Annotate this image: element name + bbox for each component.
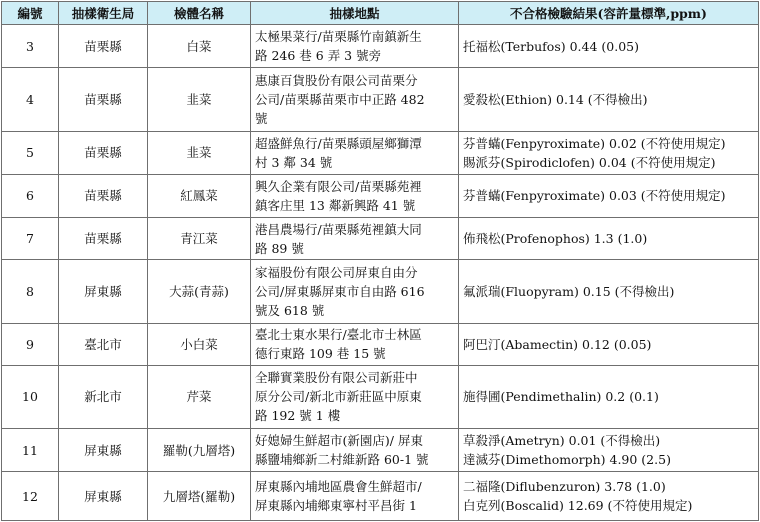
cell-result	[459, 131, 759, 174]
cell-location	[251, 218, 459, 260]
cell-sample-name: 小白菜	[148, 323, 251, 365]
cell-bureau: 苗栗縣	[59, 174, 148, 217]
table-row	[2, 131, 759, 174]
cell-location-line: 公司/苗栗縣苗栗市中正路 482	[255, 91, 425, 107]
cell-bureau: 苗栗縣	[59, 25, 148, 68]
cell-no: 6	[2, 174, 59, 217]
cell-sample-name: 九層塔(羅勒)	[148, 472, 251, 521]
header-sample-name: 檢體名稱	[148, 2, 251, 25]
cell-location-line: 路 89 號	[255, 240, 304, 256]
cell-no: 4	[2, 68, 59, 131]
cell-bureau: 苗栗縣	[59, 68, 148, 131]
cell-result-line: 芬普蟎(Fenpyroximate) 0.02 (不符使用規定)	[463, 135, 726, 151]
cell-location-line: 原分公司/新北市新莊區中原東	[255, 389, 422, 405]
cell-location	[251, 25, 459, 68]
cell-sample-name: 大蒜(青蒜)	[148, 260, 251, 323]
cell-result	[459, 68, 759, 131]
cell-location	[251, 429, 459, 472]
cell-location-line: 村 3 鄰 34 號	[255, 154, 333, 170]
table-row	[2, 68, 759, 131]
cell-location-line: 縣鹽埔鄉新二村維新路 60-1 號	[255, 452, 429, 468]
header-location: 抽樣地點	[251, 2, 459, 25]
cell-no: 8	[2, 260, 59, 323]
cell-result	[459, 472, 759, 521]
cell-location	[251, 131, 459, 174]
cell-bureau: 屏東縣	[59, 472, 148, 521]
cell-result-line: 二福隆(Diflubenzuron) 3.78 (1.0)	[463, 479, 666, 495]
cell-result-line: 氟派瑞(Fluopyram) 0.15 (不得檢出)	[463, 283, 675, 299]
cell-no: 10	[2, 365, 59, 428]
cell-bureau: 臺北市	[59, 323, 148, 365]
cell-result-line: 阿巴汀(Abamectin) 0.12 (0.05)	[463, 336, 652, 352]
cell-location-line: 屏東縣內埔鄉東寧村平昌街 1	[255, 498, 417, 514]
cell-location-line: 鎮客庄里 13 鄰新興路 41 號	[255, 197, 416, 213]
cell-location-line: 興久企業有限公司/苗栗縣苑裡	[255, 178, 422, 194]
cell-result	[459, 25, 759, 68]
cell-no: 7	[2, 218, 59, 260]
cell-bureau: 新北市	[59, 365, 148, 428]
cell-result	[459, 365, 759, 428]
cell-bureau: 苗栗縣	[59, 218, 148, 260]
cell-result-line: 佈飛松(Profenophos) 1.3 (1.0)	[463, 231, 648, 247]
cell-location-line: 港昌農場行/苗栗縣苑裡鎮大同	[255, 221, 422, 237]
cell-sample-name: 紅鳳菜	[148, 174, 251, 217]
cell-result-line: 施得圃(Pendimethalin) 0.2 (0.1)	[463, 389, 659, 405]
cell-location-line: 超盛鮮魚行/苗栗縣頭屋鄉獅潭	[255, 135, 422, 151]
cell-sample-name: 韭菜	[148, 68, 251, 131]
cell-bureau: 屏東縣	[59, 260, 148, 323]
inspection-table	[1, 1, 759, 521]
header-row	[2, 2, 759, 25]
cell-result-line: 草殺淨(Ametryn) 0.01 (不得檢出)	[463, 433, 661, 449]
cell-result	[459, 260, 759, 323]
cell-result-line: 達滅芬(Dimethomorph) 4.90 (2.5)	[463, 452, 671, 468]
table-row	[2, 472, 759, 521]
cell-sample-name: 芹菜	[148, 365, 251, 428]
cell-no: 9	[2, 323, 59, 365]
cell-no: 3	[2, 25, 59, 68]
table-row	[2, 174, 759, 217]
cell-no: 5	[2, 131, 59, 174]
cell-bureau: 屏東縣	[59, 429, 148, 472]
cell-location	[251, 365, 459, 428]
cell-location-line: 路 246 巷 6 弄 3 號旁	[255, 48, 382, 64]
cell-location-line: 路 192 號 1 樓	[255, 408, 341, 424]
cell-location-line: 公司/屏東縣屏東市自由路 616	[255, 283, 425, 299]
cell-sample-name: 韭菜	[148, 131, 251, 174]
cell-no: 11	[2, 429, 59, 472]
cell-result-line: 愛殺松(Ethion) 0.14 (不得檢出)	[463, 91, 648, 107]
cell-location	[251, 260, 459, 323]
cell-no: 12	[2, 472, 59, 521]
table-body	[2, 25, 759, 521]
cell-location-line: 號	[255, 110, 268, 126]
table-row	[2, 218, 759, 260]
cell-sample-name: 羅勒(九層塔)	[148, 429, 251, 472]
cell-result	[459, 174, 759, 217]
table-row	[2, 365, 759, 428]
table-row	[2, 323, 759, 365]
cell-location	[251, 174, 459, 217]
cell-location-line: 惠康百貨股份有限公司苗栗分	[255, 72, 418, 88]
cell-location	[251, 472, 459, 521]
cell-result	[459, 323, 759, 365]
header-bureau: 抽樣衛生局	[59, 2, 148, 25]
cell-location-line: 好媳婦生鮮超市(新園店)/ 屏東	[255, 433, 423, 449]
header-no: 編號	[2, 2, 59, 25]
cell-bureau: 苗栗縣	[59, 131, 148, 174]
header-result: 不合格檢驗結果(容許量標準,ppm)	[459, 2, 759, 25]
cell-sample-name: 白菜	[148, 25, 251, 68]
cell-location-line: 全聯實業股份有限公司新莊中	[255, 370, 418, 386]
cell-location-line: 家福股份有限公司屏東自由分	[255, 264, 418, 280]
cell-result	[459, 218, 759, 260]
cell-location-line: 臺北士東水果行/臺北市士林區	[255, 327, 422, 343]
cell-location	[251, 323, 459, 365]
cell-result-line: 芬普蟎(Fenpyroximate) 0.03 (不符使用規定)	[463, 188, 726, 204]
cell-location-line: 德行東路 109 巷 15 號	[255, 346, 386, 362]
cell-result-line: 托福松(Terbufos) 0.44 (0.05)	[463, 38, 639, 54]
cell-sample-name: 青江菜	[148, 218, 251, 260]
table-row	[2, 260, 759, 323]
cell-location	[251, 68, 459, 131]
table-row	[2, 25, 759, 68]
cell-result	[459, 429, 759, 472]
cell-result-line: 賜派芬(Spirodiclofen) 0.04 (不符使用規定)	[463, 154, 716, 170]
cell-result-line: 白克列(Boscalid) 12.69 (不符使用規定)	[463, 498, 693, 514]
cell-location-line: 屏東縣內埔地區農會生鮮超市/	[255, 479, 422, 495]
cell-location-line: 號及 618 號	[255, 302, 325, 318]
cell-location-line: 太極果菜行/苗栗縣竹南鎮新生	[255, 29, 422, 45]
table-row	[2, 429, 759, 472]
